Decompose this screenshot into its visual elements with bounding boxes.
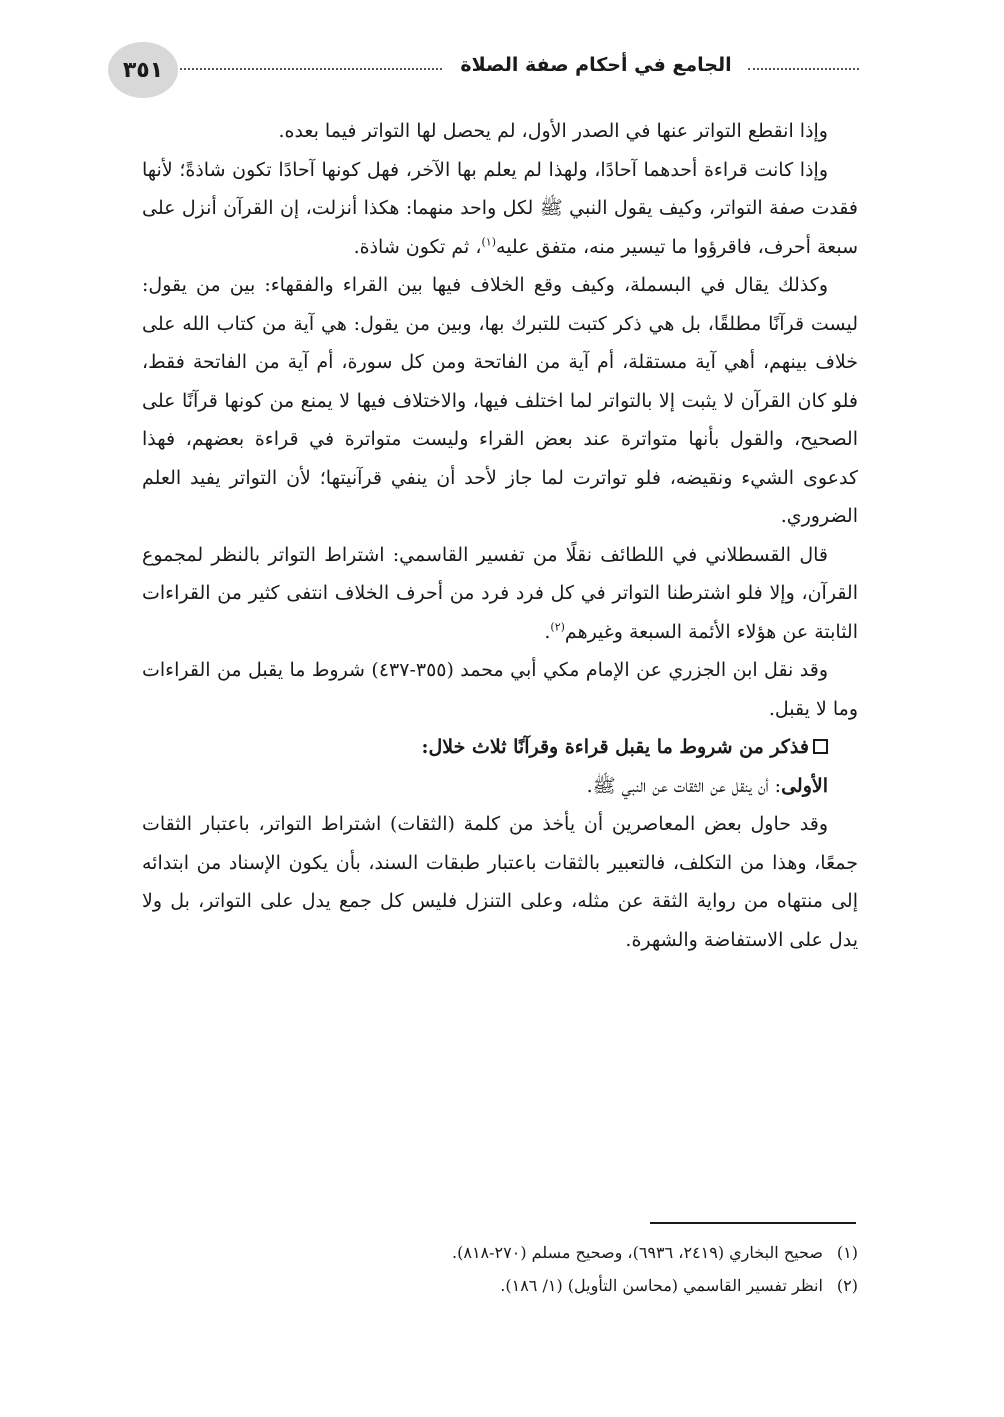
paragraph-4-text: قال القسطلاني في اللطائف نقلًا من تفسير القاسمي: اشتراط التواتر بالنظر لمجموع القرآن، وإلا فلو اشترطنا التواتر في كل فرد فرد من أحرف الخلاف انتفى كثير من القراءات الثابتة عن هؤلاء الأئمة السبعة وغيرهم [142,543,858,643]
footnote-1 [142,1236,858,1269]
square-bullet-icon [813,739,828,754]
paragraph-2 [142,151,858,267]
condition-first-label: الأولى [781,774,828,797]
footnote-1-text: صحيح البخاري (٢٤١٩، ٦٩٣٦)، وصحيح مسلم (٢٧٠-٨١٨). [452,1243,823,1262]
paragraph-5: وقد نقل ابن الجزري عن الإمام مكي أبي محمد (٣٥٥-٤٣٧) شروط ما يقبل من القراءات وما لا يقبل. [142,659,858,720]
header-dotted-leader-left [180,68,442,70]
paragraph-4 [142,536,858,652]
footnote-2-text: انظر تفسير القاسمي (محاسن التأويل) (١/ ١٨٦). [500,1276,823,1295]
paragraph-4-tail: . [544,620,551,643]
paragraph-3: وكذلك يقال في البسملة، وكيف وقع الخلاف فيها بين القراء والفقهاء: بين من يقول: ليست قرآنًا مطلقًا، بل هي ذكر كتبت للتبرك بها، وبين من يقول: هي آية من كتاب الله على خلاف بينهم، أهي آية مستقلة، أم آية من الفاتحة ومن كل سورة، أم آية من الفاتحة فقط، فلو كان القرآن لا يثبت إلا بالتواتر لما اختلف فيها، والاختلاف فيها لا يمنع من كونها قرآنًا على الصحيح، والقول بأنها متواترة عند بعض القراء وليست متواترة في قراءة بعضهم، فهذا كدعوى الشيء ونقيضه، فلو تواترت لما جاز لأحد أن ينفي قرآنيتها؛ لأن التواتر يفيد العلم الضروري. [142,274,858,527]
footnote-separator [650,1222,856,1224]
footnote-ref-1[interactable]: (١) [481,235,497,249]
section-heading-text: فذكر من شروط ما يقبل قراءة وقرآنًا ثلاث خلال: [421,736,809,758]
footnote-2-number: (٢) [836,1276,858,1295]
main-text [142,112,858,959]
footnote-2 [142,1269,858,1302]
paragraph-6: وقد حاول بعض المعاصرين أن يأخذ من كلمة (الثقات) اشتراط التواتر، باعتبار الثقات جمعًا، وهذا من التكلف، فالتعبير بالثقات باعتبار طبقات السند، بأن يكون الإسناد من ابتدائه إلى منتهاه من رواية الثقة عن مثله، وعلى التنزل فليس كل جمع يدل على التواتر، بل ولا يدل على الاستفاضة والشهرة. [142,813,858,951]
running-header [108,42,859,102]
page-number: ٣٥١ [122,57,164,83]
paragraph-2-tail: ، ثم تكون شاذة. [353,235,482,258]
book-title: الجامع في أحكام صفة الصلاة [460,54,732,76]
header-dotted-leader-right [748,68,859,70]
condition-first-text: : أن ينقل عن الثقات عن النبي ﷺ. [586,774,782,797]
condition-first [142,767,858,806]
footnote-1-number: (١) [836,1243,858,1262]
paragraph-2-text: وإذا كانت قراءة أحدهما آحادًا، ولهذا لم يعلم بها الآخر، فهل كونها آحادًا تكون شاذةً؛ لأنها فقدت صفة التواتر، وكيف يقول النبي ﷺ لكل واحد منهما: هكذا أنزلت، إن القرآن أنزل على سبعة أحرف، فاقرؤوا ما تيسير منه، متفق عليه [142,158,858,258]
page-number-badge [108,42,178,98]
footnote-ref-2[interactable]: (٢) [550,620,565,634]
section-heading [142,728,858,767]
footnotes [142,1236,858,1302]
paragraph-1: وإذا انقطع التواتر عنها في الصدر الأول، لم يحصل لها التواتر فيما بعده. [278,120,828,142]
